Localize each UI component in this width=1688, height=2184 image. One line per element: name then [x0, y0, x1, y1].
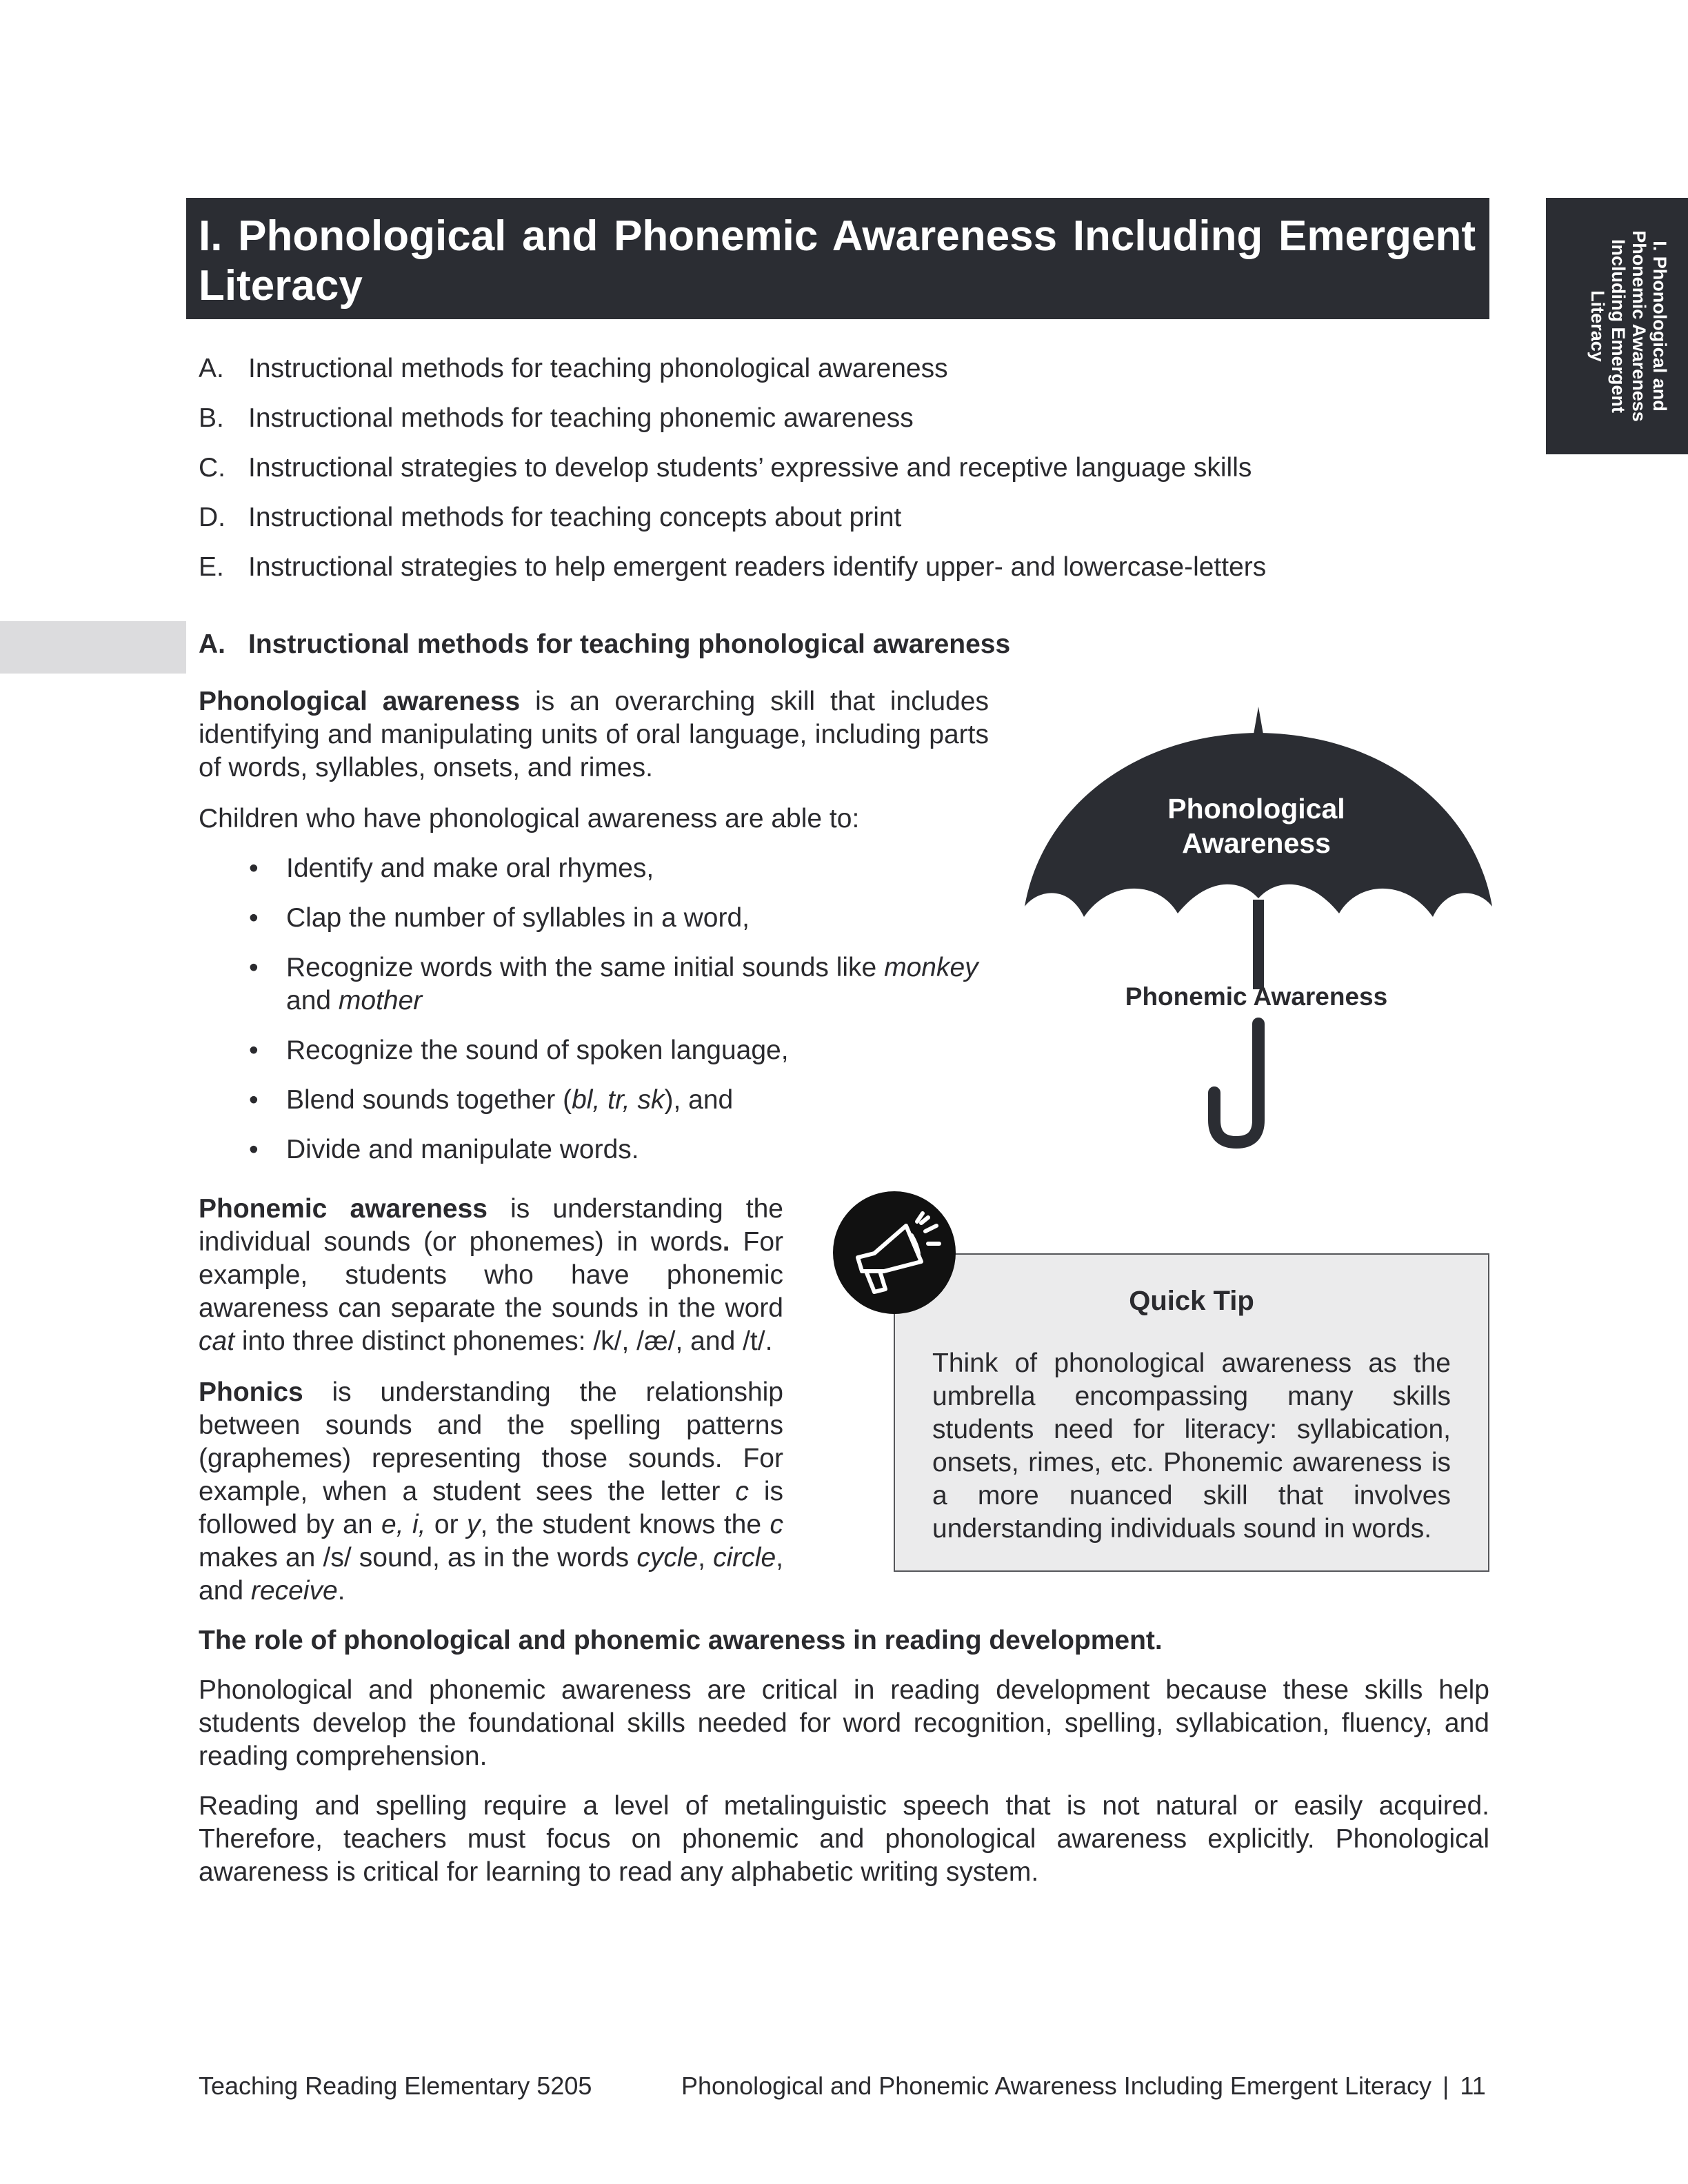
umbrella-icon [1021, 707, 1496, 1151]
outline-item [199, 353, 1488, 403]
outline-item [199, 403, 1488, 452]
quick-tip-box [894, 1253, 1489, 1572]
list-item: • Recognize words with the same initial sounds like monkey and mother [249, 953, 978, 1015]
outline-item [199, 452, 1488, 502]
term-phonological-awareness: Phonological awareness [199, 687, 521, 716]
outline-text: Instructional methods for teaching concepts about print [248, 503, 902, 532]
list-item: • Blend sounds together (bl, tr, sk), and [249, 1085, 734, 1115]
list-item: • Identify and make oral rhymes, [249, 853, 654, 883]
outline-letter: C. [199, 453, 225, 483]
section-heading-text: Instructional methods for teaching phonological awareness [248, 629, 1011, 659]
outline-text: Instructional methods for teaching phonological awareness [248, 354, 948, 383]
outline-letter: B. [199, 403, 224, 433]
term-phonemic-awareness: Phonemic awareness [199, 1194, 488, 1224]
section-letter: A. [199, 629, 225, 659]
phonological-awareness-paragraph [199, 685, 989, 785]
umbrella-handle-label: Phonemic Awareness [1125, 982, 1388, 1011]
outline-letter: A. [199, 354, 224, 383]
outline-text: Instructional strategies to help emergent readers identify upper- and lowercase-letters [248, 552, 1267, 582]
quick-tip-body: Think of phonological awareness as the umbrella encompassing many skills students need for literacy: syllabication, onsets, rimes, etc. Phonemic awareness is a more nuanced skill that involves understanding individuals sound in words. [932, 1348, 1451, 1544]
role-paragraph-1: Phonological and phonemic awareness are critical in reading development because these skills help students develop the foundational skills needed for word recognition, spelling, syllabication, fluency, and reading comprehension. [199, 1675, 1489, 1771]
footer-chapter-title: Phonological and Phonemic Awareness Including Emergent Literacy [681, 2072, 1431, 2100]
section-heading [199, 629, 1010, 660]
abilities-intro: Children who have phonological awareness are able to: [199, 804, 860, 833]
term-phonics: Phonics [199, 1377, 303, 1407]
footer-book-title: Teaching Reading Elementary 5205 [199, 2072, 592, 2100]
list-item: • Recognize the sound of spoken language, [249, 1035, 789, 1065]
outline-item [199, 552, 1488, 601]
outline-text: Instructional strategies to develop students’ expressive and receptive language skills [248, 453, 1252, 483]
footer-separator: | [1443, 2072, 1449, 2100]
side-tab-label: I. Phonological and Phonemic Awareness Including Emergent Literacy [1587, 230, 1670, 422]
phonics-paragraph: Phonics is understanding the relationship between sounds and the spelling patterns (graphemes) representing those sounds. For example, when a student sees the letter c is followed by an e, i, or y, the student knows the c makes an /s/ sound, as in the words cycle, circle, and receive. [199, 1377, 783, 1606]
chapter-header-bar [186, 198, 1489, 319]
phonological-awareness-definition: is an overarching skill that includes identifying and manipulating units of oral language, including parts of words, syllables, onsets, and rimes. [199, 687, 989, 782]
outline-letter: E. [199, 552, 224, 582]
list-item: • Clap the number of syllables in a word, [249, 903, 750, 933]
outline-text: Instructional methods for teaching phonemic awareness [248, 403, 914, 433]
outline-item [199, 502, 1488, 552]
quick-tip-title: Quick Tip [1129, 1286, 1254, 1316]
section-marker [0, 621, 186, 674]
page-number: 11 [1460, 2072, 1486, 2100]
chapter-outline [199, 353, 1488, 601]
page-title: I. Phonological and Phonemic Awareness Including Emergent Literacy [199, 212, 1476, 310]
abilities-list [245, 852, 989, 1183]
role-paragraph-2: Reading and spelling require a level of metalinguistic speech that is not natural or easily acquired. Therefore, teachers must focus on phonemic and phonological awareness explicitly. Phonological awareness is critical for learning to read any alphabetic writing system. [199, 1791, 1489, 1887]
outline-letter: D. [199, 503, 225, 532]
chapter-side-tab[interactable] [1546, 198, 1688, 454]
footer-chapter [681, 2072, 1486, 2101]
list-item: • Divide and manipulate words. [249, 1135, 639, 1164]
role-heading: The role of phonological and phonemic awareness in reading development. [199, 1626, 1163, 1655]
megaphone-icon [832, 1190, 957, 1315]
umbrella-canopy-label: Phonological Awareness [1167, 793, 1345, 859]
phonemic-awareness-paragraph: Phonemic awareness is understanding the individual sounds (or phonemes) in words. For example, students who have phonemic awareness can separate the sounds in the word cat into three distinct phonemes: /k/, /æ/, and /t/. [199, 1194, 783, 1356]
